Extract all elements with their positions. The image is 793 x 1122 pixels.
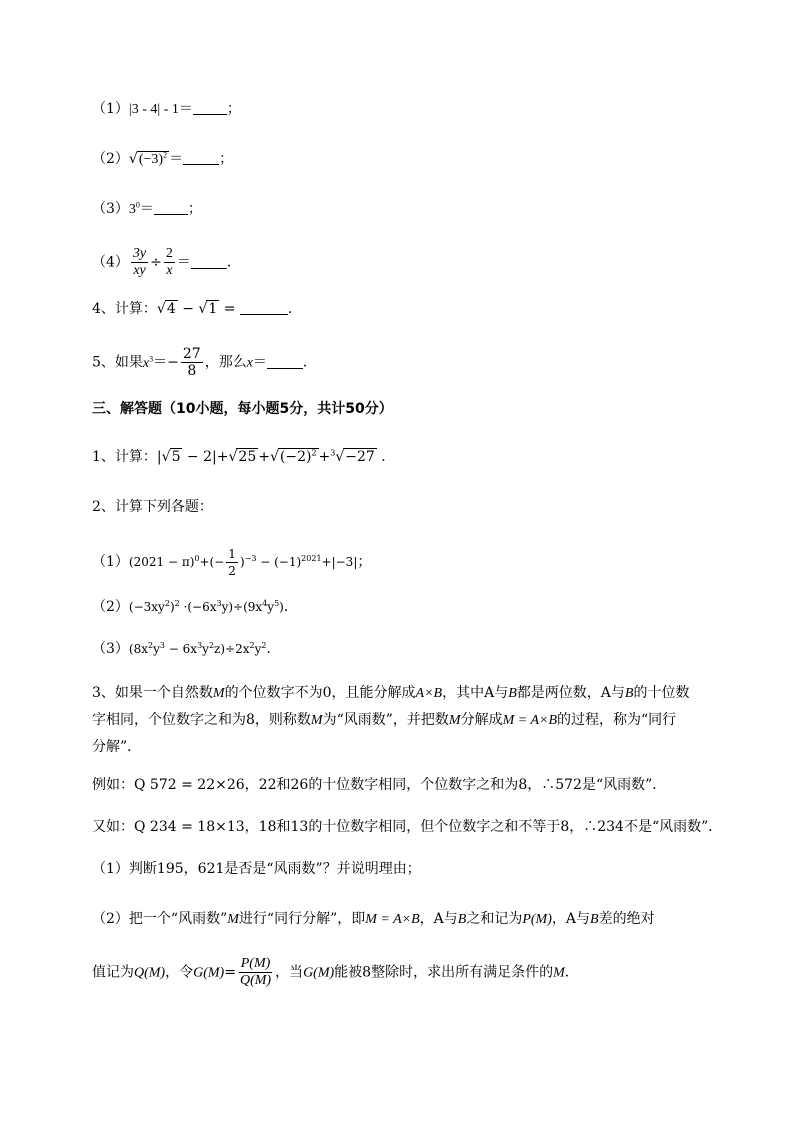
radicand: 1 — [208, 301, 218, 317]
answer-blank[interactable] — [191, 254, 227, 269]
answer-blank[interactable] — [183, 150, 219, 165]
problem-3-intro: 3、如果一个自然数M的个位数字不为0，且能分解成A×B，其中A与B都是两位数，A与B的十位数 字相同，个位数字之和为8，则称数M为“风雨数”，并把数M分解成M = A×B的过程，称为“同行 分解”． — [92, 685, 690, 755]
problem-1: 1、计算：$|√5 - 2|+√25 +√(-2)^2 +^3√-27$ ． — [92, 448, 396, 465]
sub-question-2-line-1: （2）把一个“风雨数”M进行“同行分解”，即M = A×B，A与B之和记为P(M)，A与B差的绝对 — [92, 911, 655, 927]
sub-question-1: （1）判断195，621是否是“风雨数”？并说明理由； — [92, 861, 421, 877]
question-prefix: 5、如果 — [92, 354, 143, 371]
item-label: （1） — [92, 101, 129, 117]
item-label: （3） — [92, 201, 129, 217]
fraction: $\frac{3y}{xy}$ — [132, 246, 147, 278]
expression: |3 - 4| - 1＝ — [128, 102, 193, 117]
answer-blank[interactable] — [267, 354, 303, 369]
expression: $(-3xy^2)^2 \cdot(-6x^3y)\div(9x^4y^5)$ — [128, 599, 284, 614]
cube-root-icon: √ — [335, 449, 345, 465]
equals: ＝− — [153, 354, 179, 371]
variable: x — [246, 355, 253, 371]
radicand: $(-3)^2$ — [138, 150, 168, 167]
question-5 — [92, 346, 753, 379]
sqrt-icon: √ — [269, 449, 279, 465]
expression: $(2021 - \pi)^0+(-$ $\frac{1}{2}$ )$^{-3} - (-1)^{2021}+|-3|$ — [128, 547, 358, 578]
problem-2-title: 2、计算下列各题： — [92, 499, 213, 515]
question-prefix: 4、计算： — [92, 301, 157, 317]
punctuation: ． — [287, 301, 302, 317]
question-prefix: 1、计算： — [92, 449, 157, 465]
item-label: （3） — [92, 641, 129, 657]
problem-2-item-3: $(3)(8x^2y^3 - 6x^3y^2z)\div 2x^2y^2$． — [92, 641, 281, 657]
sub-question-2-line-2: 值记为Q(M)，令G(M)= $\frac{P(M)}{Q(M)}$ ，当G(M)能被8整除时，求出所有满足条件的M． — [92, 956, 579, 988]
punctuation: ； — [187, 201, 202, 217]
equals: ＝ — [139, 201, 154, 217]
radicand: 5 — [171, 449, 181, 465]
punctuation: ． — [302, 354, 317, 371]
expression: $3^0$ — [128, 200, 140, 217]
answer-blank[interactable] — [193, 100, 227, 115]
punctuation: ； — [226, 101, 241, 117]
answer-blank[interactable] — [240, 300, 288, 315]
fraction: $\frac{27}{8}$ — [182, 346, 201, 379]
fill-item-2 — [92, 148, 753, 171]
question-4: 4、计算：√4 − √1 = ． — [92, 301, 302, 317]
fill-item-1 — [92, 98, 753, 121]
punctuation: ． — [226, 254, 241, 271]
sqrt-icon: √ — [156, 301, 166, 317]
sqrt-icon: √ — [228, 449, 238, 465]
expression: $(8x^2y^3 - 6x^3y^2z)\div 2x^2y^2$ — [128, 641, 267, 656]
radicand: $(-2)^2$ — [279, 448, 317, 465]
radicand: 4 — [166, 301, 176, 317]
connector-text: ，那么 — [204, 354, 247, 371]
item-label: （1） — [92, 554, 129, 570]
sqrt-icon: √ — [128, 151, 138, 167]
fraction: $\frac{P(M)}{Q(M)}$ — [239, 956, 272, 988]
punctuation: ； — [219, 151, 234, 167]
equals: ＝ — [169, 151, 184, 167]
variable: $x^3$ — [142, 353, 154, 371]
section-heading: 三、解答题（10小题，每小题5分，共计50分） — [92, 401, 393, 417]
cube-root-index: 3 — [330, 448, 336, 458]
item-label: （2） — [92, 599, 129, 615]
item-label: （4） — [92, 254, 129, 271]
fill-item-4 — [92, 246, 753, 279]
equals: ＝ — [176, 254, 191, 271]
item-label: （2） — [92, 151, 129, 167]
problem-2-item-2: $(2)(-3xy^2)^2 \cdot(-6x^3y)\div(9x^4y^5)$． — [92, 599, 298, 615]
answer-blank[interactable] — [154, 200, 188, 215]
operator: ÷ — [150, 254, 162, 271]
example-2: 又如：Q 234 = 18×13，18和13的十位数字相同，但个位数字之和不等于8，∴234不是“风雨数”． — [92, 819, 723, 835]
radicand: 25 — [238, 449, 257, 465]
fill-item-3 — [92, 198, 753, 221]
fraction: $\frac{2}{x}$ — [165, 246, 173, 278]
equals: ＝ — [252, 354, 267, 371]
sqrt-icon: √ — [198, 301, 208, 317]
example-1: 例如：Q 572 = 22×26，22和26的十位数字相同，个位数字之和为8，∴572是“风雨数”． — [92, 777, 667, 793]
sqrt-icon: √ — [161, 449, 171, 465]
radicand: −27 — [345, 449, 375, 465]
problem-2-item-1: $(1)(2021 - \pi)^0+(-$ $\frac{1}{2}$ )$^{-3} - (-1)^{2021}+|-3|$； — [92, 547, 372, 578]
